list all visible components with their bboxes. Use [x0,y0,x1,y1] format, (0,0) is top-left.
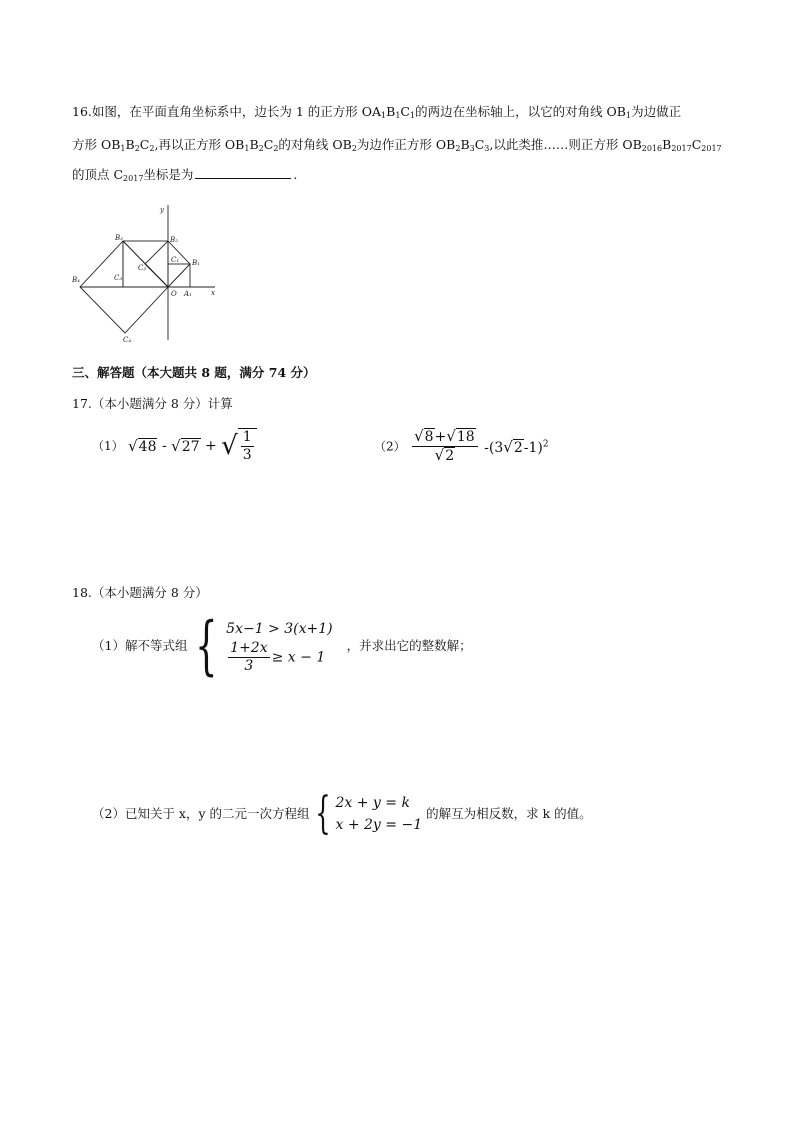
sqrt-27: √ 27 [171,436,200,455]
inequality-system [226,618,332,675]
equation-system [335,792,422,836]
sub: 2 [149,144,155,153]
q16-text-1b: B [386,104,396,119]
label-B4: B₄ [72,276,80,284]
q16-text-2m: C [691,137,702,152]
brace: { [195,609,219,683]
q16-text-2c: C [139,137,150,152]
sub: 2017 [701,144,722,153]
sub: 3 [469,144,475,153]
q16-text-2e: B [249,137,259,152]
brace: { [314,788,331,839]
inequality-2: $\frac{1+2x}{3}$ ≥ x − 1 [230,639,326,674]
q18-part2 [92,788,592,839]
sub: 1 [244,144,250,153]
label-B3: B₃ [115,234,123,242]
q16-text-2k: ,以此类推……则正方形 OB [489,137,642,152]
q16-text-2j: C [474,137,485,152]
answer-blank[interactable] [195,166,291,179]
q16-text-2h: 为边作正方形 OB [356,137,456,152]
label-y: y [160,206,164,214]
fraction-sqrt: √ 8 + √ 18 √ 2 [412,428,478,465]
sub: 1 [120,144,126,153]
sub: 2017 [671,144,692,153]
q16-text-2a: 方形 OB [72,137,121,152]
sub: 2 [455,144,461,153]
q16-text-1e: 为边做正 [631,104,682,119]
equation-1: 2x + y = k [335,795,410,811]
q16-text-2d: ,再以正方形 OB [154,137,245,152]
q18-part1 [92,609,472,683]
q17-part2: （2） √ 8 + √ 18 √ 2 -(3 √ 2 -1)$^2$ [374,427,549,464]
label-C2: C₂ [138,264,147,272]
sub: 2 [134,144,140,153]
q17-part1: （1） √ 48 - √ 27 + √ $\frac{1}{3}$ [92,428,257,464]
q16-text-3b: 坐标是为 [143,167,194,182]
label-A1: A₁ [184,290,192,298]
sub: 2 [273,144,279,153]
sub: 2016 [641,144,663,153]
q16-text-2i: B [460,137,470,152]
part-label: （2）已知关于 x，y 的二元一次方程组 [92,806,310,821]
label-O: O [171,290,177,298]
q16-text-2f: C [263,137,274,152]
section-title: 三、解答题（本大题共 8 题，满分 74 分） [72,365,316,380]
part-label: （1）解不等式组 [92,638,188,653]
q17-head: 17.（本小题满分 8 分）计算 [72,396,233,411]
label-C1: C₁ [171,256,180,264]
q16-text-1c: C [400,104,410,119]
q16-text-3a: 的顶点 C [72,167,124,182]
sub: 1 [626,111,632,120]
label-x: x [211,289,215,297]
q18-head: 18.（本小题满分 8 分） [72,585,208,600]
sub: 2017 [123,174,144,183]
sqrt-fraction: √ $\frac{1}{3}$ [221,428,257,464]
part-tail: 的解互为相反数，求 k 的值。 [426,806,592,821]
q16-line1 [72,103,681,125]
equation-2: x + 2y = −1 [335,817,423,833]
q16-line2 [72,136,722,158]
label-C3: C₃ [114,274,123,282]
q16-line3 [72,166,297,188]
sub: 3 [484,144,490,153]
sqrt-48: √ 48 [128,436,157,455]
diag-1 [168,264,190,287]
label-C4: C₄ [123,336,132,344]
q16-text-2b: B [125,137,135,152]
part-tail: ，并求出它的整数解； [346,638,472,653]
q16-text-2l: B [662,137,672,152]
label-B2: B₂ [170,236,178,244]
sub: 1 [395,111,401,120]
sub: 2 [351,144,357,153]
q16-figure [70,200,230,345]
label-B1: B₁ [192,259,200,267]
q16-text-3c: . [293,167,298,182]
q16-text-1a: 16.如图，在平面直角坐标系中，边长为 1 的正方形 OA [72,104,382,119]
q16-text-1d: 的两边在坐标轴上，以它的对角线 OB [415,104,626,119]
sub: 2 [258,144,264,153]
part-label: （2） [374,439,406,454]
sub: 1 [409,111,416,120]
part-label: （1） [92,439,124,453]
sub: 1 [381,111,387,120]
q16-text-2g: 的对角线 OB [278,137,352,152]
inequality-1: 5x−1 > 3(x+1) [226,620,333,637]
